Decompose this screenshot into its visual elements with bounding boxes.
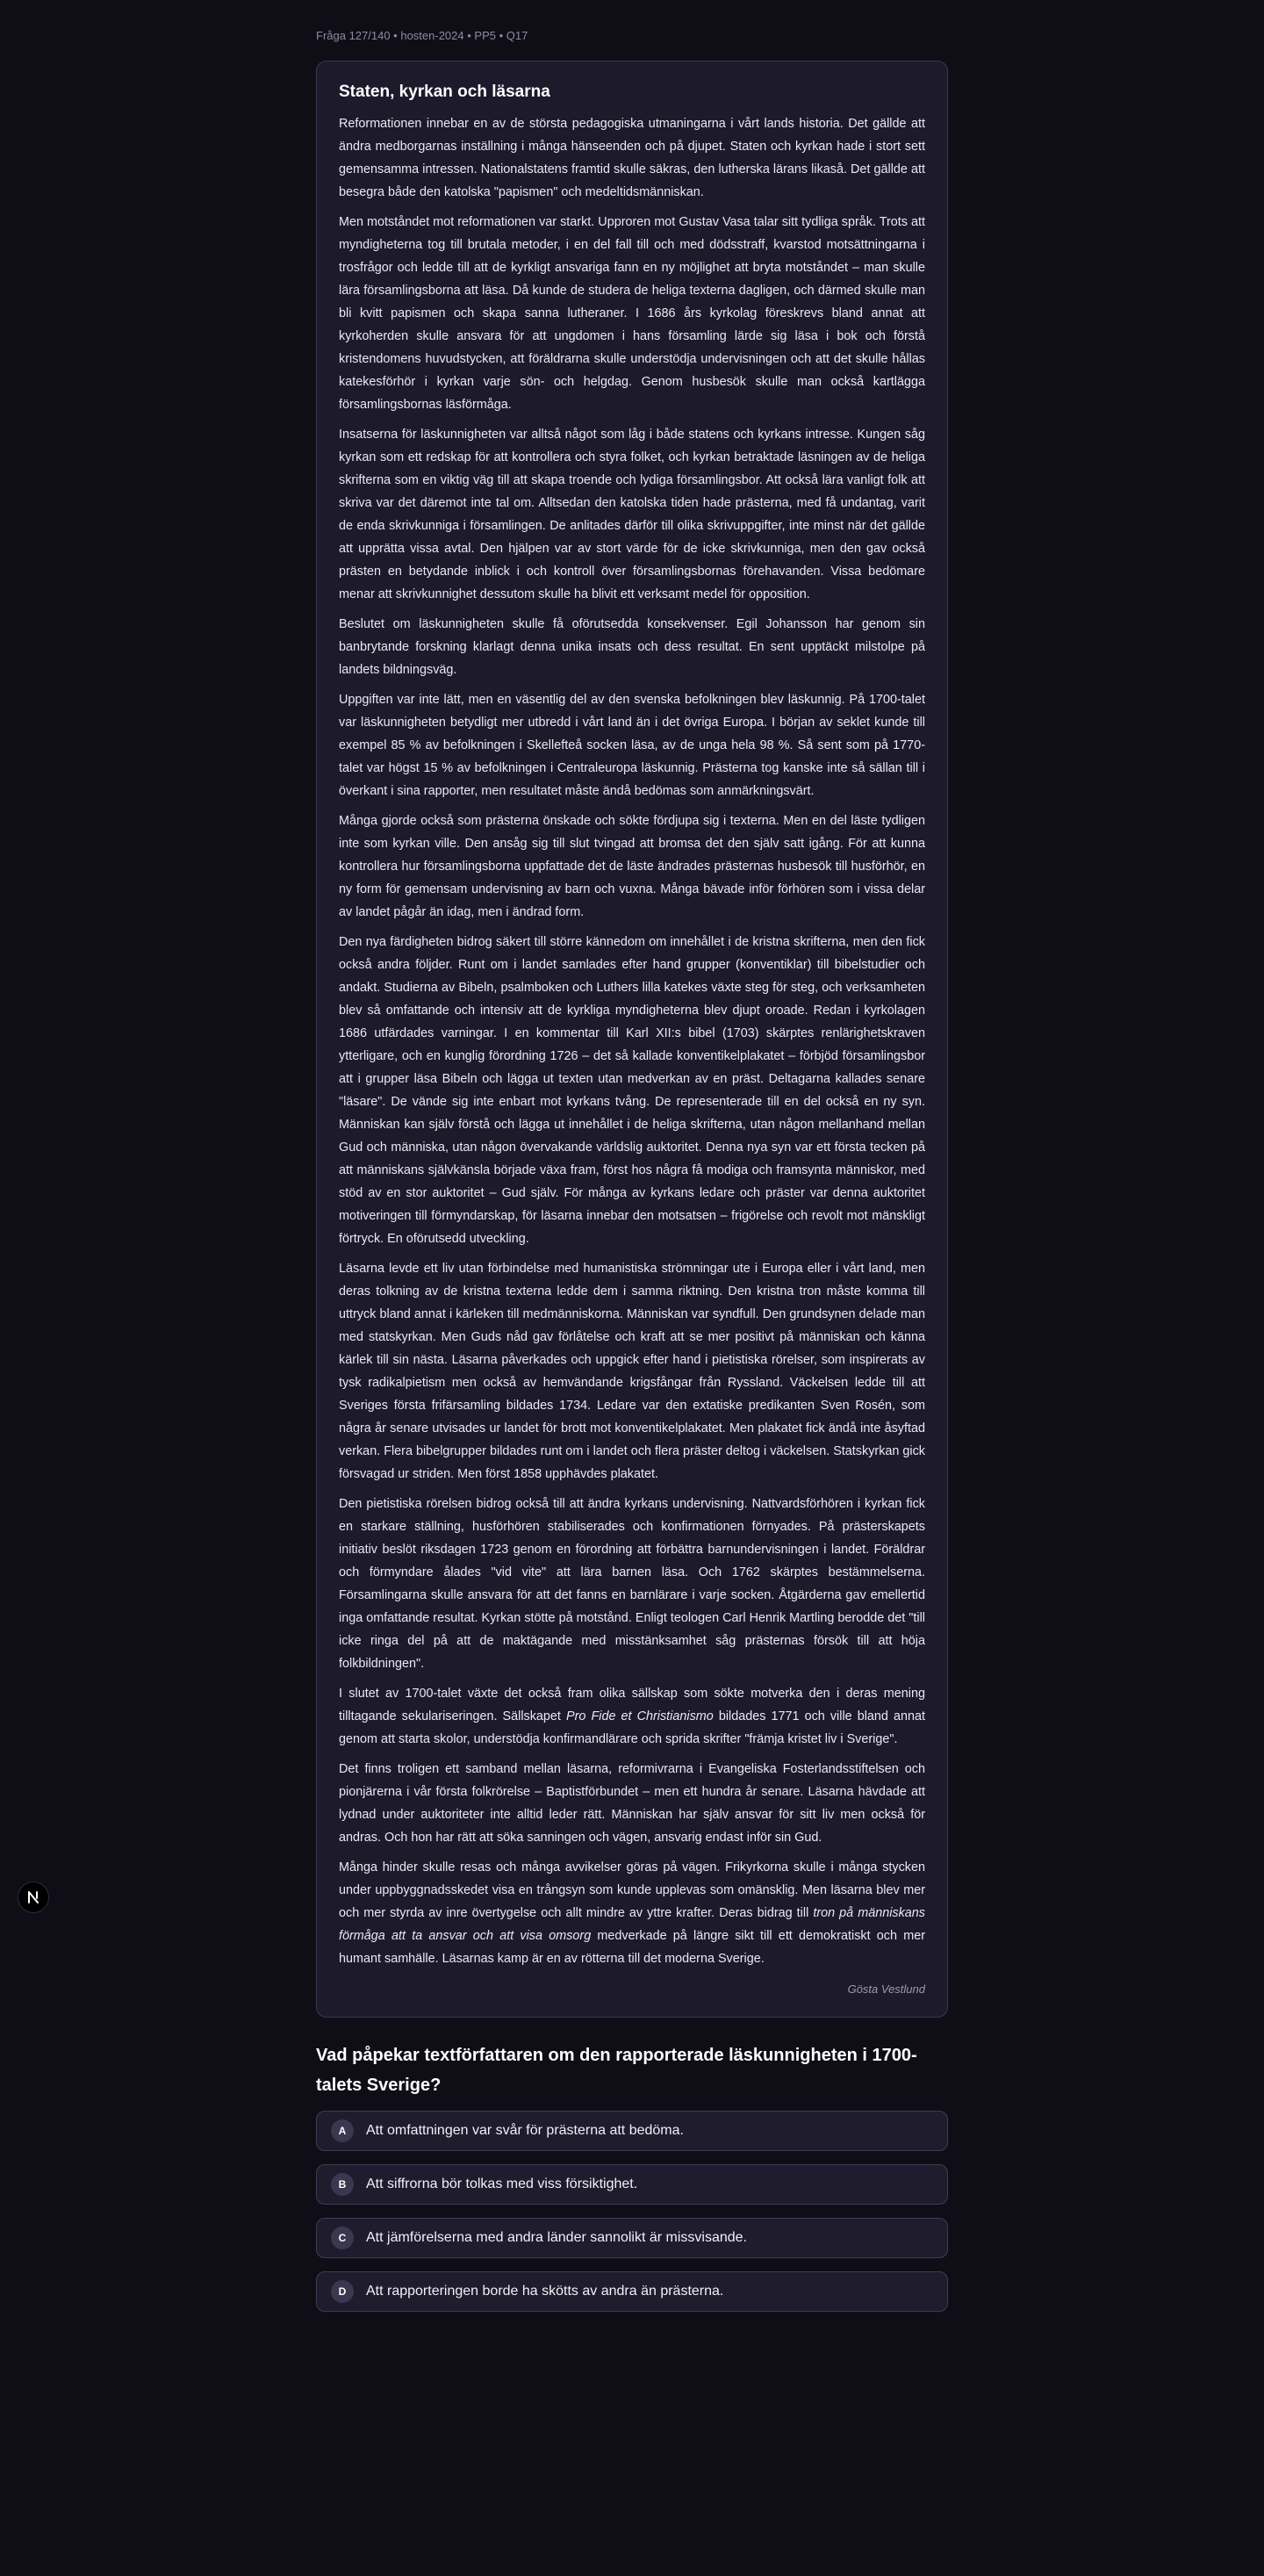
paragraph-emphasis: tron på människans förmåga att ta ansvar och att visa omsorg — [339, 1906, 926, 1943]
passage-paragraph — [339, 1856, 925, 1970]
passage-paragraph — [339, 211, 925, 416]
paragraph-text: Många gjorde också som prästerna önskade och sökte fördjupa sig i texterna. Men en del läste tydligen inte som kyrkan ville. Den ansåg sig till slut tvingad att bromsa det den själv satt igång. För att kunna kontrollera hur församlingsborna uppfattade det de läste ändrades prästernas husbesök till husförhör, en ny form för gemensam undervisning av barn och vuxna. Många bävade inför förhören som i vissa delar av landet pågår än idag, men i ändrad form. — [339, 814, 925, 919]
option-text: Att rapporteringen borde ha skötts av andra än prästerna. — [366, 2284, 724, 2299]
passage-body — [339, 112, 925, 1970]
main-content — [316, 0, 948, 2325]
answer-options — [316, 2111, 948, 2312]
passage-paragraph — [339, 1493, 925, 1675]
question-meta: Fråga 127/140 • hosten-2024 • PP5 • Q17 — [316, 29, 528, 42]
paragraph-emphasis: Pro Fide et Christianismo — [566, 1709, 714, 1723]
question-text: Vad påpekar textförfattaren om den rapporterade läskunnigheten i 1700-talets Sverige? — [316, 2046, 917, 2095]
next-logo-icon — [25, 1889, 41, 1905]
answer-option-b[interactable] — [316, 2164, 948, 2205]
paragraph-text: Det finns troligen ett samband mellan läsarna, reformivrarna i Evangeliska Fosterlandsstiftelsen och pionjärerna i vår första folkrörelse – Baptistförbundet – men ett hundra år senare. Läsarna hävdade att lydnad under auktoriteter inte alltid leder rätt. Människan har själv ansvar för sitt liv men också för andras. Och hon har rätt att söka sanningen och vägen, ansvarig endast inför sin Gud. — [339, 1762, 925, 1845]
option-letter-badge: A — [331, 2119, 354, 2142]
paragraph-text: Reformationen innebar en av de största pedagogiska utmaningarna i vårt lands historia. Det gällde att ändra medborgarnas inställning i många hänseenden och på djupet. Staten och kyrkan hade i stort sett gemensamma intressen. Nationalstatens framtid skulle säkras, den lutherska lärans likaså. Det gällde att besegra både den katolska "papismen" och medeltidsmänniskan. — [339, 117, 925, 199]
paragraph-text: Många hinder skulle resas och många avvikelser göras på vägen. Frikyrkorna skulle i många stycken under uppbyggnadsskedet visa en trångsyn som kunde upplevas som omänsklig. Men läsarna blev mer och mer styrda av inre övertygelse och allt mindre av yttre krafter. Deras bidrag till — [339, 1860, 925, 1920]
answer-option-c[interactable] — [316, 2218, 948, 2258]
dev-tools-button[interactable] — [18, 1882, 49, 1913]
option-text: Att siffrorna bör tolkas med viss försiktighet. — [366, 2177, 638, 2191]
paragraph-text: Beslutet om läskunnigheten skulle få oförutsedda konsekvenser. Egil Johansson har genom sin banbrytande forskning klarlagt denna unika insats och dess resultat. En sent upptäckt milstolpe på landets bildningsväg. — [339, 617, 925, 677]
option-text: Att jämförelserna med andra länder sannolikt är missvisande. — [366, 2230, 747, 2245]
passage-paragraph — [339, 112, 925, 204]
option-letter-badge: D — [331, 2280, 354, 2303]
paragraph-text: medverkade på längre sikt till ett demokratiskt och mer humant samhälle. Läsarnas kamp är en av rötterna till det moderna Sverige. — [339, 1929, 925, 1966]
passage-title: Staten, kyrkan och läsarna — [339, 83, 550, 101]
answer-option-d[interactable] — [316, 2271, 948, 2312]
paragraph-text: bildades 1771 och ville bland annat genom att starta skolor, understödja konfirmandlärare och sprida skrifter "främja kristet liv i Sverige". — [339, 1709, 925, 1746]
paragraph-text: Uppgiften var inte lätt, men en väsentlig del av den svenska befolkningen blev läskunnig. På 1700-talet var läskunnigheten betydligt mer utbredd i vårt land än i det övriga Europa. I början av seklet kunde till exempel 85 % av befolkningen i Skellefteå socken läsa, av de unga hela 98 %. Så sent som på 1770-talet var högst 15 % av befolkningen i Centraleuropa läskunnig. Prästerna tog kanske inte så sällan till i överkant i sina rapporter, men resultatet måste ändå bedömas som anmärkningsvärt. — [339, 693, 925, 798]
option-letter-badge: B — [331, 2173, 354, 2196]
passage-paragraph — [339, 688, 925, 802]
passage-paragraph — [339, 809, 925, 924]
paragraph-text: Den pietistiska rörelsen bidrog också till att ändra kyrkans undervisning. Nattvardsförhören i kyrkan fick en starkare ställning, husförhören stabiliserades och konfirmationen förnyades. På prästerskapets initiativ beslöt riksdagen 1723 genom en förordning att förbättra barnundervisningen i landet. Föräldrar och förmyndare ålades "vid vite" att lära barnen läsa. Och 1762 skärptes bestämmelserna. Församlingarna skulle ansvara för att det fanns en barnlärare i varje socken. Åtgärderna gav emellertid inga omfattande resultat. Kyrkan stötte på motstånd. Enligt teologen Carl Henrik Martling berodde det "till icke ringa del på att de maktägande med misstänksamhet såg prästernas försök till att höja folkbildningen". — [339, 1497, 925, 1671]
paragraph-text: Den nya färdigheten bidrog säkert till större kännedom om innehållet i de kristna skrifterna, men den fick också andra följder. Runt om i landet samlades efter hand grupper (konventiklar) till bibelstudier och andakt. Studierna av Bibeln, psalmboken och Luthers lilla katekes växte steg för steg, och verksamheten blev så omfattande och intensiv att de kyrkliga myndigheterna blev djupt oroade. Redan i kyrkolagen 1686 utfärdades varningar. I en kommentar till Karl XII:s bibel (1703) skärptes renlärighetskraven ytterligare, och en kunglig förordning 1726 – det så kallade konventikelplakatet – förbjöd församlingsbor att i grupper läsa Bibeln och lägga ut texten utan medverkan av en präst. Deltagarna kallades senare "läsare". De vände sig inte enbart mot kyrkans tvång. De representerade till en del också en ny syn. Människan kan själv förstå och lägga ut innehållet i de heliga skrifterna, utan någon mellanhand mellan Gud och människa, utan någon övervakande världslig auktoritet. Denna nya syn var ett första tecken på att människans självkänsla började växa fram, först hos några få modiga och framsynta människor, med stöd av en stor auktoritet – Gud själv. För många av kyrkans ledare och präster var denna auktoritet motiveringen till förmyndarskap, för läsarna innebar den motsatsen – frigörelse och revolt mot mänskligt förtryck. En oförutsedd utveckling. — [339, 935, 925, 1246]
paragraph-text: Men motståndet mot reformationen var starkt. Upproren mot Gustav Vasa talar sitt tydliga språk. Trots att myndigheterna tog till brutala metoder, i en del fall till och med dödsstraff, kvarstod motsättningarna i trosfrågor och ledde till att de kyrkligt ansvariga fann en ny möjlighet att bryta motståndet – man skulle lära församlingsborna att läsa. Då kunde de studera de heliga texterna dagligen, och därmed skulle man bli kvitt papismen och skapa sanna lutheraner. I 1686 års kyrkolag föreskrevs bland annat att kyrkoherden skulle ansvara för att ungdomen i hans församling lärde sig läsa i bok och förstå kristendomens huvudstycken, att föräldrarna skulle understödja undervisningen och att det skulle hållas katekesförhör i kyrkan varje sön- och helgdag. Genom husbesök skulle man också kartlägga församlingsbornas läsförmåga. — [339, 215, 925, 412]
passage-card — [316, 61, 948, 2018]
passage-paragraph — [339, 613, 925, 681]
paragraph-text: Läsarna levde ett liv utan förbindelse med humanistiska strömningar ute i Europa eller i vårt land, men deras tolkning av de kristna texterna ledde dem i samma riktning. Den kristna tron måste komma till uttryck bland annat i kärleken till medmänniskorna. Människan var syndfull. Den grundsynen delade man med statskyrkan. Men Guds nåd gav förlåtelse och kraft att se mer positivt på människan och känna kärlek till sin nästa. Läsarna påverkades och uppgick efter hand i pietistiska rörelser, som inspirerats av tysk radikalpietism men också av hemvändande krigsfångar från Ryssland. Väckelsen ledde till att Sveriges första frifärsamling bildades 1734. Ledare var den extatiske predikanten Sven Rosén, som några år senare utvisades ur landet för brott mot konventikelplakatet. Men plakatet fick ändå inte åsyftad verkan. Flera bibelgrupper bildades runt om i landet och flera präster deltog i väckelsen. Statskyrkan gick försvagad ur striden. Men först 1858 upphävdes plakatet. — [339, 1262, 925, 1481]
passage-paragraph — [339, 1257, 925, 1486]
option-text: Att omfattningen var svår för prästerna att bedöma. — [366, 2123, 684, 2138]
passage-paragraph — [339, 1682, 925, 1751]
passage-paragraph — [339, 1758, 925, 1849]
paragraph-text: Insatserna för läskunnigheten var alltså något som låg i både statens och kyrkans intresse. Kungen såg kyrkan som ett redskap för att kontrollera och styra folket, och kyrkan betraktade läsningen av de heliga skrifterna som en viktig väg till att skapa troende och lydiga församlingsbor. Att också lära vanligt folk att skriva var det däremot inte tal om. Alltsedan den katolska tiden hade prästerna, med få undantag, varit de enda skrivkunniga i församlingen. De anlitades därför till olika skrivuppgifter, inte minst när det gällde att upprätta vissa avtal. Den hjälpen var av stort värde för de icke skrivkunniga, men den gav också prästen en betydande inblick i och kontroll över församlingsbornas förehavanden. Vissa bedömare menar att skrivkunnighet dessutom skulle ha blivit ett verksamt medel för opposition. — [339, 428, 925, 601]
passage-paragraph — [339, 931, 925, 1250]
answer-option-a[interactable] — [316, 2111, 948, 2151]
passage-paragraph — [339, 423, 925, 606]
option-letter-badge: C — [331, 2227, 354, 2249]
paragraph-text: I slutet av 1700-talet växte det också fram olika sällskap som sökte motverka den i deras mening tilltagande sekulariseringen. Sällskapet — [339, 1687, 925, 1723]
passage-author: Gösta Vestlund — [847, 1982, 925, 1996]
